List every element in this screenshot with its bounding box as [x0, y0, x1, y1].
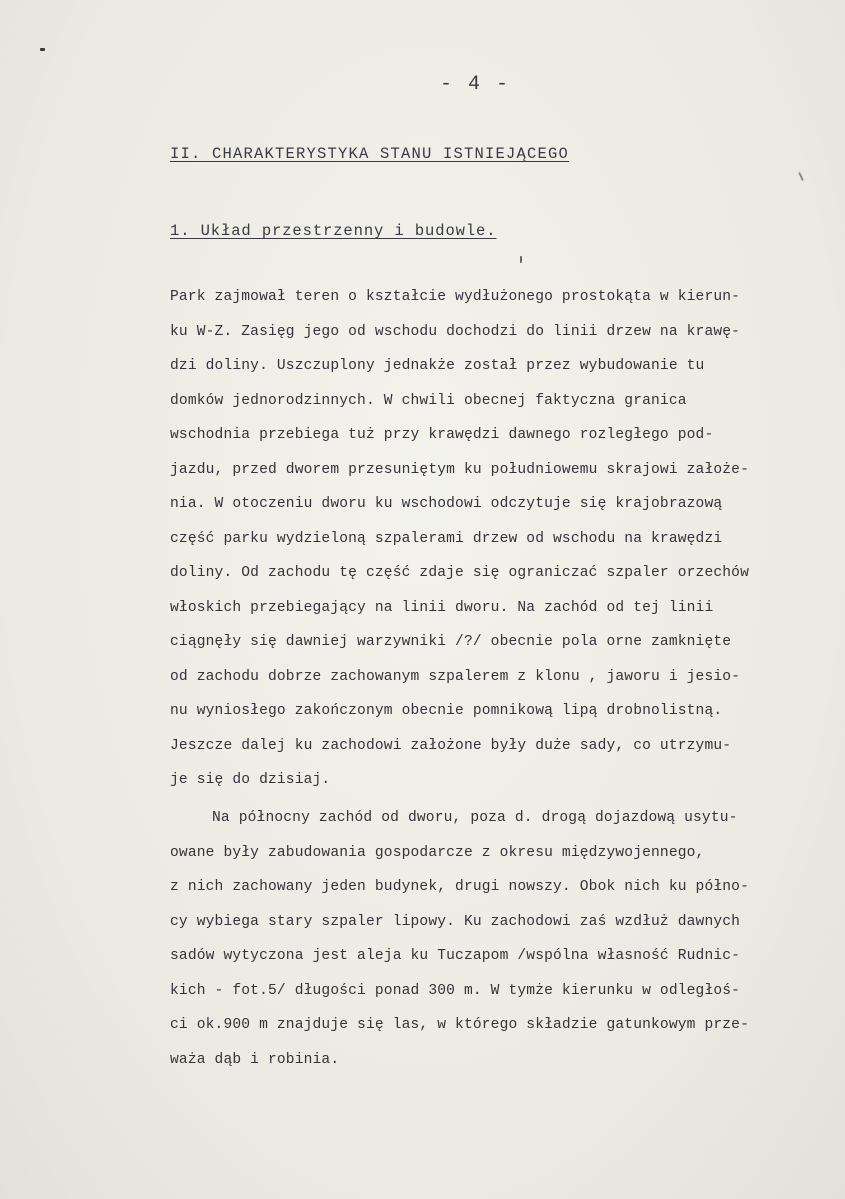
text-line: włoskich przebiegający na linii dworu. Na zachód od tej linii	[170, 599, 714, 616]
text-line: je się do dzisiaj.	[170, 772, 331, 788]
chapter-title: II. CHARAKTERYSTYKA STANU ISTNIEJĄCEGO	[170, 145, 570, 163]
text-line: owane były zabudowania gospodarcze z okresu międzywojennego,	[170, 844, 705, 861]
ink-tick-mark	[520, 256, 522, 263]
text-line: ciągnęły się dawniej warzywniki /?/ obecnie pola orne zamknięte	[170, 634, 732, 650]
page-number: - 4 -	[440, 73, 511, 96]
text-line: cy wybiega stary szpaler lipowy. Ku zachodowi zaś wzdłuż dawnych	[170, 913, 741, 930]
margin-pencil-mark	[798, 172, 804, 181]
text-line: doliny. Od zachodu tę część zdaje się ograniczać szpaler orzechów	[170, 565, 749, 581]
text-line: nu wyniosłego zakończonym obecnie pomnikową lipą drobnolistną.	[170, 703, 723, 719]
text-line: ci ok.900 m znajduje się las, w którego składzie gatunkowym prze-	[170, 1017, 749, 1033]
text-line: jazdu, przed dworem przesuniętym ku południowemu skrajowi założe-	[170, 461, 749, 478]
text-line: Jeszcze dalej ku zachodowi założone były duże sady, co utrzymu-	[170, 737, 732, 754]
text-line: część parku wydzieloną szpalerami drzew od wschodu na krawędzi	[170, 530, 723, 547]
text-line: sadów wytyczona jest aleja ku Tuczapom /wspólna własność Rudnic-	[170, 948, 741, 964]
paragraph-1	[170, 280, 835, 798]
paragraph-2	[170, 801, 835, 1077]
text-line: Park zajmował teren o kształcie wydłużonego prostokąta w kierun-	[170, 289, 741, 305]
section-title: 1. Układ przestrzenny i budowle.	[170, 222, 497, 240]
text-line: z nich zachowany jeden budynek, drugi nowszy. Obok nich ku półno-	[170, 879, 749, 895]
text-line: dzi doliny. Uszczuplony jednakże został przez wybudowanie tu	[170, 358, 705, 374]
text-line: Na północny zachód od dworu, poza d. drogą dojazdową usytu-	[212, 810, 738, 826]
text-line: od zachodu dobrze zachowanym szpalerem z klonu , jaworu i jesio-	[170, 668, 741, 685]
text-line: domków jednorodzinnych. W chwili obecnej faktyczna granica	[170, 392, 687, 409]
text-line: wschodnia przebiega tuż przy krawędzi dawnego rozległego pod-	[170, 427, 714, 443]
text-line: nia. W otoczeniu dworu ku wschodowi odczytuje się krajobrazową	[170, 496, 723, 512]
text-line: ku W-Z. Zasięg jego od wschodu dochodzi do linii drzew na krawę-	[170, 323, 741, 340]
text-line: waża dąb i robinia.	[170, 1051, 340, 1068]
margin-ink-mark	[40, 48, 45, 51]
text-line: kich - fot.5/ długości ponad 300 m. W tymże kierunku w odległoś-	[170, 982, 741, 999]
